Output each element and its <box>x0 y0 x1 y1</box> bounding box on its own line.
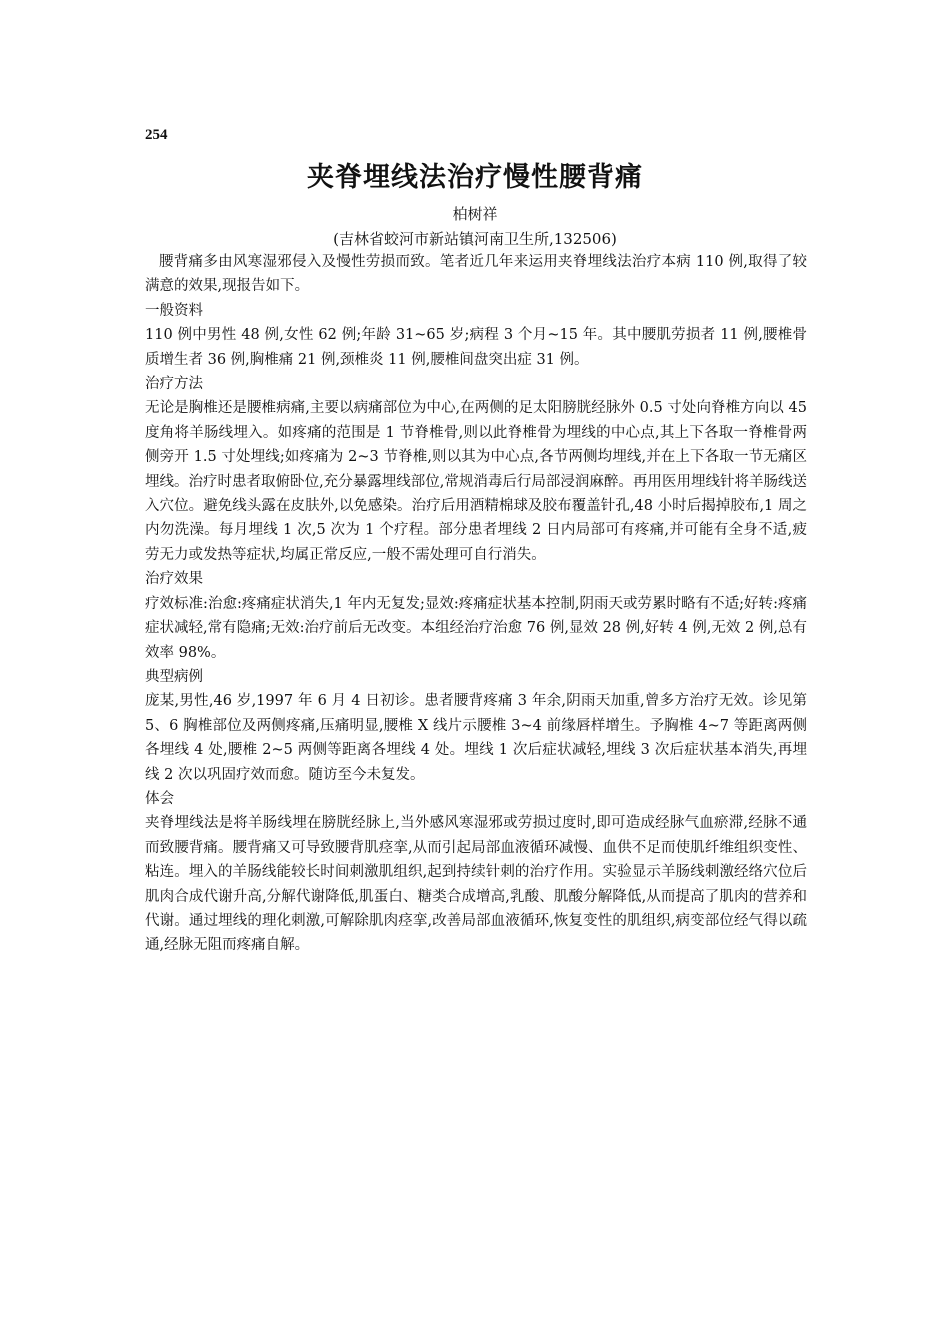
section-heading-results: 治疗效果 <box>145 571 203 588</box>
section-paragraph-results: 疗效标准:治愈:疼痛症状消失,1 年内无复发;显效:疼痛症状基本控制,阴雨天或劳累时略有不适;好转:疼痛症状减轻,常有隐痛;无效:治疗前后无改变。本组经治疗治愈 76 例,显效 28 例,好转 4 例,无效 2 例,总有效率 98%。 <box>145 595 807 661</box>
author-name: 柏树祥 <box>452 205 498 223</box>
section-heading-case: 典型病例 <box>145 668 203 685</box>
section-paragraph-method: 无论是胸椎还是腰椎病痛,主要以病痛部位为中心,在两侧的足太阳膀胱经脉外 0.5 寸处向脊椎方向以 45 度角将羊肠线埋入。如疼痛的范围是 1 节脊椎骨,则以此脊椎骨为埋线的中心点,其上下各取一脊椎骨两侧旁开 1.5 寸处埋线;如疼痛为 2~3 节脊椎,则以其为中心点,各节两侧均埋线,并在上下各取一节无痛区埋线。治疗时患者取俯卧位,充分暴露埋线部位,常规消毒后行局部浸润麻醉。再用医用埋线针将羊肠线送入穴位。避免线头露在皮肤外,以免感染。治疗后用酒精棉球及胶布覆盖针孔,48 小时后揭掉胶布,1 周之内勿洗澡。每月埋线 1 次,5 次为 1 个疗程。部分患者埋线 2 日内局部可有疼痛,并可能有全身不适,疲劳无力或发热等症状,均属正常反应,一般不需处理可自行消失。 <box>145 400 807 563</box>
section-paragraph-general: 110 例中男性 48 例,女性 62 例;年龄 31~65 岁;病程 3 个月~15 年。其中腰肌劳损者 11 例,腰椎骨质增生者 36 例,胸椎痛 21 例,颈椎炎 11 例,腰椎间盘突出症 31 例。 <box>145 327 807 368</box>
section-paragraph-discussion: 夹脊埋线法是将羊肠线埋在膀胱经脉上,当外感风寒湿邪或劳损过度时,即可造成经脉气血瘀滞,经脉不通而致腰背痛。腰背痛又可导致腰背肌痉挛,从而引起局部血液循环减慢、血供不足而使肌纤维组织变性、粘连。埋入的羊肠线能较长时间刺激肌组织,起到持续针刺的治疗作用。实验显示羊肠线刺激经络穴位后肌肉合成代谢升高,分解代谢降低,肌蛋白、糖类合成增高,乳酸、肌酸分解降低,从而提高了肌肉的营养和代谢。通过埋线的理化刺激,可解除肌肉痉挛,改善局部血液循环,恢复变性的肌组织,病变部位经气得以疏通,经脉无阻而疼痛自解。 <box>145 815 807 954</box>
section-heading-method: 治疗方法 <box>145 376 203 393</box>
article-title: 夹脊埋线法治疗慢性腰背痛 <box>307 162 643 193</box>
section-heading-general: 一般资料 <box>145 302 203 319</box>
section-paragraph-case: 庞某,男性,46 岁,1997 年 6 月 4 日初诊。患者腰背疼痛 3 年余,阴雨天加重,曾多方治疗无效。诊见第 5、6 胸椎部位及两侧疼痛,压痛明显,腰椎 X 线片示腰椎 3~4 前缘唇样增生。予胸椎 4~7 等距离两侧各埋线 4 处,腰椎 2~5 两侧等距离各埋线 4 处。埋线 1 次后症状减轻,埋线 3 次后症状基本消失,再埋线 2 次以巩固疗效而愈。随访至今未复发。 <box>145 693 807 783</box>
author-affiliation: (吉林省蛟河市新站镇河南卫生所,132506) <box>333 230 617 248</box>
section-heading-discussion: 体会 <box>145 790 174 807</box>
page-number: 254 <box>145 127 168 143</box>
intro-paragraph: 腰背痛多由风寒湿邪侵入及慢性劳损而致。笔者近几年来运用夹脊埋线法治疗本病 110 例,取得了较满意的效果,现报告如下。 <box>145 254 807 295</box>
article-body <box>145 250 807 958</box>
